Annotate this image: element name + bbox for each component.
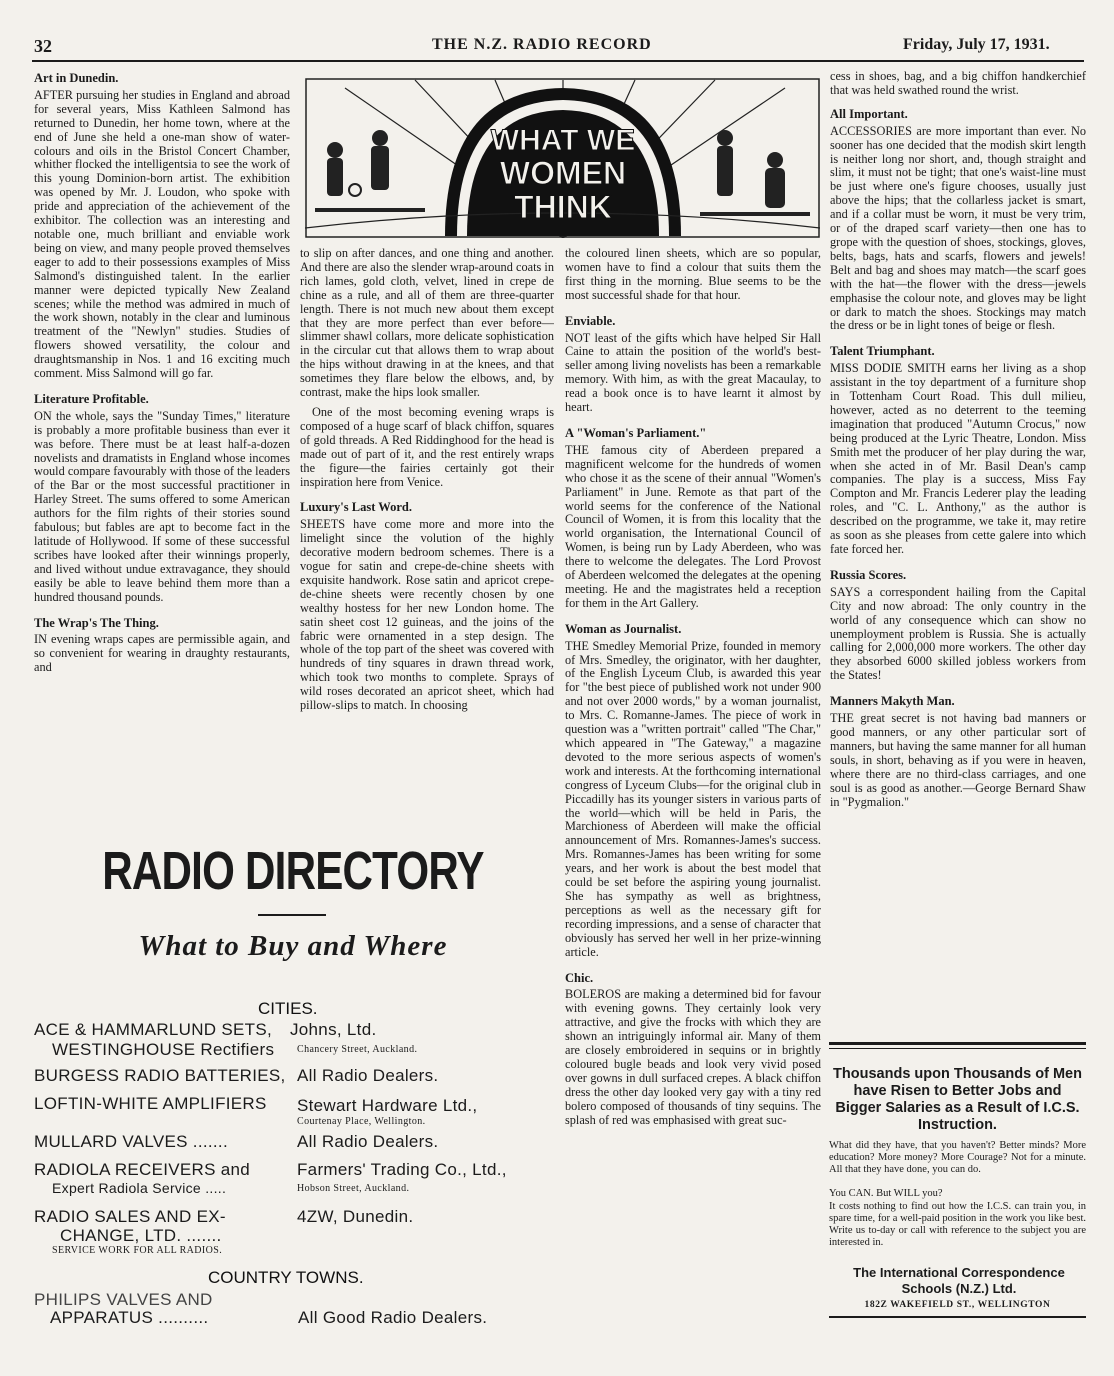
- article-sheets-continued: the coloured linen sheets, which are so popular, women have to find a colour that suits them the first thing in the morning. Blue seems to be the most successful shade for that hour.: [565, 247, 821, 302]
- dir-left-12: APPARATUS ..........: [50, 1308, 209, 1327]
- dir-left-1: WESTINGHOUSE Rectifiers: [52, 1040, 275, 1059]
- ics-body-1: What did they have, that you haven't? Better minds? More education? More money? More Courage? Not for a minute. All that they have done, you can do.: [829, 1140, 1086, 1175]
- article-literature-profitable: ON the whole, says the "Sunday Times," literature is probably a more profitable business than ever it was before. There must be at least half-a-dozen novelists and dramatists in England whose incomes would compare favourably with those of the leaders of the Bar or the most successful practitioner in Harley Street. The sums offered to some American authors for the film rights of their stories sound fabulous; but fables are apt to become fact in the latitude of Hollywood. If some of these successful scribes have looked after their winnings properly, and lived without undue extravagance, they should easily be able to leave behind them more than a hundred thousand pounds.: [34, 408, 290, 604]
- heading-manners: Manners Makyth Man.: [830, 694, 955, 709]
- dir-right-12: All Good Radio Dealers.: [298, 1308, 488, 1327]
- article-luxury: SHEETS have come more and more into the limelight since the volution of the highly decorative modern bedroom schemes. There is a vogue for satin and crepe-de-chine sheets with exquisite handwork. Rose satin and apricot crepe-de-chine sheets were recently chosen by one wealthy hostess for her new London home. The satin sheet cost 12 guineas, and the joins of the fabric were ornamented in a step design. The whole of the top part of the sheet was covered with hundreds of tiny squares in drawn thread work, which took two months to complete. Sprays of wild roses decorated an apricot sheet, which had pillow-slips to match. In choosing: [300, 517, 554, 713]
- dir-left-0: ACE & HAMMARLUND SETS,: [34, 1020, 273, 1039]
- article-womans-parliament: THE famous city of Aberdeen prepared a magnificent welcome for the hundreds of women who chose it as the scene of their annual "Women's Parliament" in June. Remote as that part of the world seems for the conference of the National Council of Women, it is from this locality that the world organisation, the International Council of Women, is being run by Lady Aberdeen, who was there to welcome the delegates. The Lord Provost of Aberdeen welcomed the delegates at the opening meeting. He and the magistrates held a reception for them in the Art Gallery.: [565, 442, 821, 610]
- dir-left-6: RADIOLA RECEIVERS and: [34, 1160, 251, 1179]
- article-all-important: ACCESSORIES are more important than ever. No sooner has one decided that the modish skirt length is neither long nor short, and, though straight and slim, it must not be tight; that one's waist-line must be just where one's figure chooses, usually just above the hips; that the collarless jacket is smart, and if a collar must be worn, it must be very trim, or of the draped scarf variety—then one has to grope with the question of shoes, stockings, gloves, belts, bags, hats and scarfs, flowers and jewels! Belt and bag and shoes may match—the scarf goes with the hat—the flower with the dress—jewels emphasise the colour note, and gloves may be light or dark to match the shoes. Stockings may match the dress or be in light tones of beige or flesh.: [830, 123, 1086, 333]
- article-chic-continued: cess in shoes, bag, and a big chiffon handkerchief that was held swathed round the wrist.: [830, 70, 1086, 97]
- column-3: [565, 247, 821, 1330]
- heading-chic: Chic.: [565, 970, 594, 985]
- banner-art: [305, 78, 820, 238]
- section-country-towns: COUNTRY TOWNS.: [208, 1268, 364, 1287]
- article-art-in-dunedin: AFTER pursuing her studies in England and abroad for several years, Miss Kathleen Salmond has returned to Dunedin, her home town, where at the end of June she held a one-man show of water-colours and oils in the Bristol Concert Chamber, whither flocked the intelligentsia to see the work of this young Dominion-born artist. The exhibition was opened by Mr. J. Loudon, who spoke with pride and appreciation of the achievement of the exhibitor. The collection was an interesting and notable one, much brilliant and enviable work being on view, and many people proved themselves eager to add to their possessions examples of Miss Salmond's distinguished talent. In the earlier manner were depicted typically New Zealand scenes; while the method was admired in much of the work shown, notably in the clear and luminous treatment of the "Newlyn" studies. Studies of flowers showed versatility, the colour and draughtsmanship in Nos. 1 and 16 exciting much comment. Miss Salmond will go far.: [34, 87, 290, 381]
- dir-left-3: LOFTIN-WHITE AMPLIFIERS: [34, 1094, 267, 1113]
- dir-right-6: Farmers' Trading Co., Ltd.,: [297, 1160, 507, 1179]
- dir-right-8: 4ZW, Dunedin.: [297, 1207, 414, 1226]
- banner-title-line1: WHAT WE: [490, 124, 636, 157]
- column-4: [830, 70, 1086, 1038]
- ics-body-2: You CAN. But WILL you?: [829, 1188, 943, 1199]
- dir-right-0: Johns, Ltd.: [290, 1020, 377, 1039]
- heading-wraps: The Wrap's The Thing.: [34, 615, 159, 630]
- ics-address: 182Z WAKEFIELD ST., WELLINGTON: [864, 1300, 1051, 1310]
- heading-art-in-dunedin: Art in Dunedin.: [34, 71, 119, 85]
- article-enviable: NOT least of the gifts which have helped Sir Hall Caine to attain the position of the world's best-seller among living novelists has been a remarkable memory. With him, as with the great Macaulay, to read a book once is to have learnt it almost by heart.: [565, 330, 821, 415]
- heading-literature-profitable: Literature Profitable.: [34, 391, 149, 406]
- issue-date: Friday, July 17, 1931.: [903, 36, 1050, 53]
- ad-top-rule-thin: [829, 1048, 1086, 1049]
- banner-title-line2: WOMEN: [499, 155, 627, 191]
- heading-all-important: All Important.: [830, 106, 908, 121]
- banner-illustration: [305, 78, 820, 238]
- publication-title: THE N.Z. RADIO RECORD: [432, 36, 652, 53]
- dir-left-9: CHANGE, LTD. .......: [60, 1226, 222, 1245]
- article-wraps-start: IN evening wraps capes are permissible again, and so convenient for wearing in draughty restaurants, and: [34, 632, 290, 675]
- dir-left-5: MULLARD VALVES .......: [34, 1132, 228, 1151]
- article-talent-triumphant: MISS DODIE SMITH earns her living as a shop assistant in the toy department of a furniture shop in Tottenham Court Road. This dull milieu, however, acted as no deterrent to the teeming imagination that produced "Autumn Crocus," now being produced at the Lyric Theatre, London. Miss Smith met the producer of her play during the war, when she acted in of Mr. Basil Dean's camp companies. The play is a success, Miss Fay Compton and Mr. Francis Lederer play the leading roles, and "C. L. Anthony," as the author is described on the programme, we take it, may retire as soon as she pleases from cette galere into which fate forced her.: [830, 361, 1086, 556]
- dir-right-3: Stewart Hardware Ltd.,: [297, 1096, 478, 1115]
- ad-top-rule: [829, 1042, 1086, 1045]
- dir-right-7: Hobson Street, Auckland.: [297, 1183, 410, 1194]
- heading-woman-journalist: Woman as Journalist.: [565, 621, 682, 636]
- article-wraps-continued: to slip on after dances, and one thing and another. And there are also the slender wrap-around coats in rich lames, gold cloth, velvet, lined in crepe de chine as a rule, and all of them are three-quarter length. There is not much new about them except that they are more perfect than ever before—slimmer shawl collars, more delicate sophistication in the circular cut that allows them to wrap about the hips without drawing in at the knees, and that sometimes they flare below the elbows, and, by contrast, make the hips look smaller.: [300, 247, 554, 400]
- dir-right-5: All Radio Dealers.: [297, 1132, 439, 1151]
- heading-enviable: Enviable.: [565, 313, 616, 328]
- dir-right-4: Courtenay Place, Wellington.: [297, 1116, 426, 1127]
- column-2: [300, 247, 554, 835]
- ics-headline: Thousands upon Thousands of Men have Risen to Better Jobs and Bigger Salaries as a Result of I.C.S. Instruction.: [833, 1066, 1082, 1133]
- dir-right-2: All Radio Dealers.: [297, 1066, 439, 1085]
- article-russia-scores: SAYS a correspondent hailing from the Capital City and now abroad: The only country in the world of any consequence which can show no unemployment problem is Russia. She is actually calling for 2,000,000 more workers. The other day they absorbed 6000 skilled jobless workers from the States!: [830, 584, 1086, 683]
- heading-talent-triumphant: Talent Triumphant.: [830, 344, 935, 359]
- ics-body-3: It costs nothing to find out how the I.C.S. can train you, in spare time, for a well-paid position in the work you like best. Write us to-day or call with reference to the subject you are interested in.: [829, 1201, 1086, 1248]
- ad-bottom-rule: [829, 1316, 1086, 1318]
- ics-school-name: The International Correspondence Schools (N.Z.) Ltd.: [853, 1265, 1065, 1296]
- article-manners: THE great secret is not having bad manners or good manners, or any other particular sort of manners, but having the same manner for all human souls, in short, behaving as if you were in heaven, where there are no third-class carriages, and one soul is as good as another.—George Bernard Shaw in "Pygmalion.": [830, 711, 1086, 809]
- dir-left-7: Expert Radiola Service .....: [52, 1180, 227, 1196]
- article-woman-journalist: THE Smedley Memorial Prize, founded in memory of Mrs. Smedley, the originator, with her daughter, of the English Lyceum Club, is awarded this year for "the best piece of published work not under 900 and not over 2000 words," by a woman journalist, to Mrs. C. Romanne-James. The piece of work in question was a "written portrait" called "The Char," which appeared in "The Gateway," a magazine devoted to the more serious aspects of women's work and interests. At the forthcoming international congress of Lyceum Clubs—for the original club in Piccadilly has its younger sisters in various parts of the world—which will be held in Paris, the Marchioness of Aberdeen will make the official announcement of Mrs. Romannes-James's success. Mrs. Romannes-James has been writing for some years, and her work is about the best model that could be set before the aspiring young journalist. She has sympathy as well as brightness, perceptions as well as the necessary gift for recording impressions, and a sense of character that obviously has served her well in her prize-winning article.: [565, 638, 821, 959]
- radio-directory-subtitle: What to Buy and Where: [138, 930, 448, 962]
- column-1: [34, 70, 290, 835]
- dir-right-1: Chancery Street, Auckland.: [297, 1044, 418, 1055]
- radio-directory-title: RADIO DIRECTORY: [102, 841, 484, 901]
- dir-left-11: PHILIPS VALVES AND: [34, 1290, 213, 1309]
- directory-rule: [258, 914, 326, 916]
- page-number: 32: [34, 36, 52, 56]
- heading-womans-parliament: A "Woman's Parliament.": [565, 425, 707, 440]
- banner-title-line3: THINK: [514, 189, 612, 225]
- header-rule: [32, 60, 1084, 62]
- heading-russia-scores: Russia Scores.: [830, 567, 907, 582]
- section-cities: CITIES.: [258, 999, 318, 1018]
- article-chic: BOLEROS are making a determined bid for favour with evening gowns. They certainly look very attractive, and give the frocks with which they are shown an intriguingly informal air. Many of them are closely embroidered in sequins or in brightly coloured bugle beads and look very vivid posed over gowns in dull surfaced crepes. A black chiffon dress the other day looked very gay with a tiny red bolero composed of thousands of tiny sequins. The splash of red was emphasised with great suc-: [565, 987, 821, 1127]
- heading-luxury: Luxury's Last Word.: [300, 500, 412, 515]
- dir-left-10: SERVICE WORK FOR ALL RADIOS.: [52, 1245, 223, 1256]
- dir-left-8: RADIO SALES AND EX-: [34, 1207, 226, 1226]
- article-evening-wraps: One of the most becoming evening wraps is composed of a huge scarf of black chiffon, squares of gold threads. A Red Riddinghood for the head is made out of part of it, and the rest entirely wraps the figure—the fairies certainly got their inspiration here from Venice.: [300, 404, 554, 489]
- dir-left-2: BURGESS RADIO BATTERIES,: [34, 1066, 286, 1085]
